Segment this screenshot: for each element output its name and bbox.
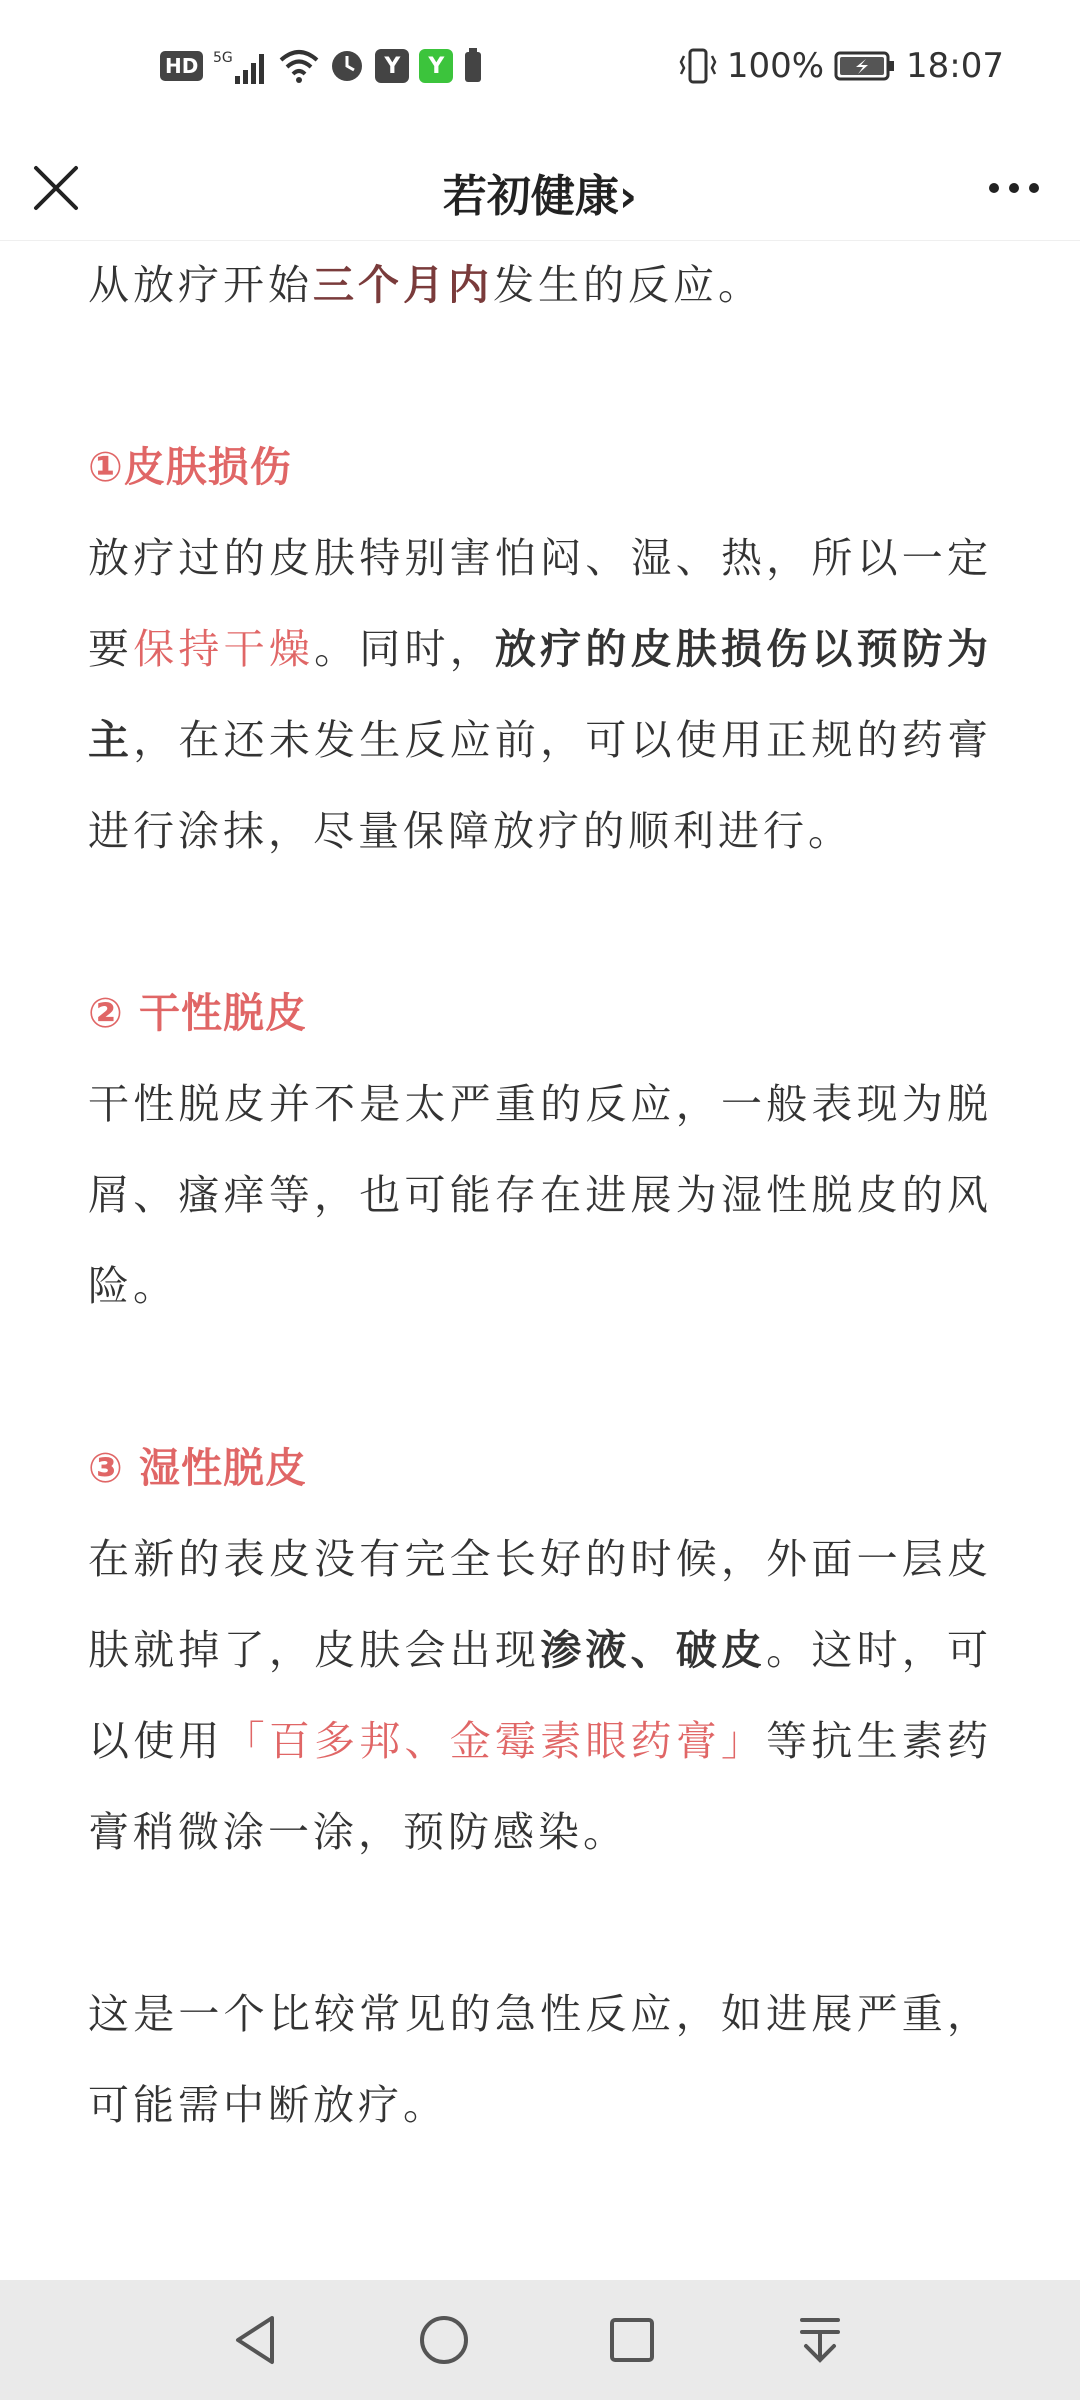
svg-text:5G: 5G bbox=[213, 50, 234, 66]
battery-charging-icon bbox=[834, 50, 896, 82]
text-run: 等抗生素药膏稍微涂一涂，预防感染。 bbox=[88, 1717, 993, 1856]
bold-prevention: 放疗的皮肤损伤以预防为主 bbox=[88, 625, 993, 764]
bold-exudate: 渗液、破皮 bbox=[540, 1626, 767, 1674]
highlight-ointment: 「百多邦、金霉素眼药膏」 bbox=[223, 1717, 767, 1765]
status-bar bbox=[0, 0, 1080, 136]
account-title[interactable] bbox=[0, 160, 1080, 224]
spacer bbox=[88, 331, 992, 422]
wifi-icon bbox=[279, 48, 319, 84]
recents-nav-icon[interactable] bbox=[602, 2310, 662, 2370]
battery-percent: 100% bbox=[726, 46, 825, 86]
intro-paragraph bbox=[88, 240, 992, 331]
section-paragraph-dry-peeling: 干性脱皮并不是太严重的反应，一般表现为脱屑、瘙痒等，也可能存在进展为湿性脱皮的风险。 bbox=[88, 1080, 992, 1310]
account-name: 若初健康 bbox=[442, 171, 619, 222]
clock-time: 18:07 bbox=[906, 46, 1004, 86]
text-run: ，在还未发生反应前，可以使用正规的药膏进行涂抹，尽量保障放疗的顺利进行。 bbox=[88, 716, 993, 855]
article-body bbox=[88, 240, 992, 2151]
hide-nav-icon[interactable] bbox=[790, 2310, 850, 2370]
system-nav-bar bbox=[0, 2280, 1080, 2400]
home-nav-icon[interactable] bbox=[414, 2310, 474, 2370]
app-notification-icon: Y bbox=[375, 49, 409, 83]
back-nav-icon[interactable] bbox=[226, 2310, 286, 2370]
app-notification-green-icon: Y bbox=[419, 49, 453, 83]
spacer bbox=[88, 1332, 992, 1423]
section-heading-dry-peeling: ② 干性脱皮 bbox=[88, 989, 307, 1037]
vibrate-icon bbox=[679, 48, 717, 84]
text-run: 。同时， bbox=[314, 625, 495, 673]
status-right bbox=[679, 44, 1004, 88]
text-run: 。这时，可以使用 bbox=[88, 1626, 993, 1765]
signal-5g-icon bbox=[213, 46, 269, 86]
closing-paragraph: 这是一个比较常见的急性反应，如进展严重，可能需中断放疗。 bbox=[88, 1990, 992, 2129]
more-icon[interactable] bbox=[984, 168, 1044, 208]
intro-emphasis: 三个月内 bbox=[313, 261, 493, 309]
intro-text-end: 发生的反应。 bbox=[493, 261, 763, 309]
spacer bbox=[88, 1878, 992, 1969]
nav-bar bbox=[0, 136, 1080, 241]
section-heading-wet-peeling: ③ 湿性脱皮 bbox=[88, 1444, 307, 1492]
spacer bbox=[88, 877, 992, 968]
battery-small-icon bbox=[463, 48, 483, 84]
chevron-right-icon: › bbox=[618, 171, 638, 222]
highlight-keep-dry: 保持干燥 bbox=[133, 625, 315, 673]
intro-text: 从放疗开始 bbox=[88, 261, 313, 309]
hd-badge: HD bbox=[160, 51, 203, 81]
section-heading-skin-damage: ①皮肤损伤 bbox=[88, 443, 292, 491]
clock-icon bbox=[329, 48, 365, 84]
text-run: 在新的表皮没有完全长好的时候，外面一层皮肤就掉了，皮肤会出现 bbox=[88, 1535, 992, 1674]
status-left bbox=[160, 44, 483, 88]
section-paragraph-wet-peeling bbox=[88, 1514, 992, 1878]
section-paragraph-skin-damage bbox=[88, 513, 992, 877]
text-run: 放疗过的皮肤特别害怕闷、湿、热，所以一定要 bbox=[88, 534, 992, 673]
